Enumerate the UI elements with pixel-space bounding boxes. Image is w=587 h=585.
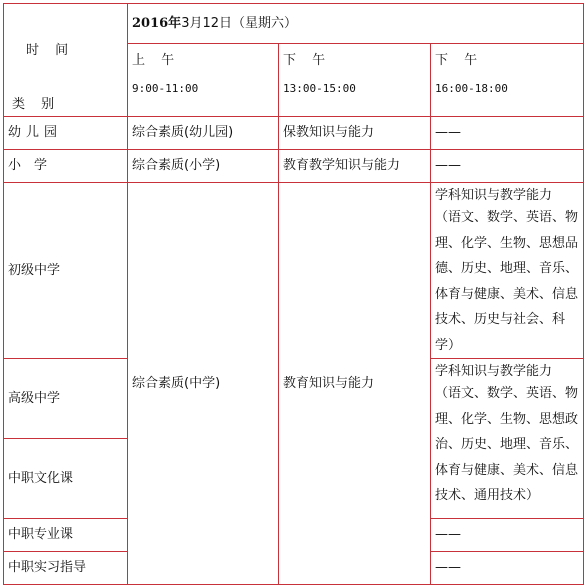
exam-vocational-major-s3: —— [431,519,584,552]
exam-kindergarten-s3: —— [431,117,584,150]
category-vocational-major: 中职专业课 [4,519,128,552]
slot-label: 上 午 [132,53,181,68]
exam-vocational-practice-s3: —— [431,552,584,585]
slot-time: 13:00-15:00 [283,82,356,95]
subject-list: （语文、数学、英语、物理、化学、生物、思想政治、历史、地理、音乐、体育与健康、美术、信息技术、通用技术） [435,386,579,503]
exam-junior-s3 [431,183,584,359]
exam-primary-s1: 综合素质(小学) [128,150,279,183]
exam-primary-s3: —— [431,150,584,183]
exam-date: 2016年3月12日（星期六） [132,15,298,31]
category-senior-middle: 高级中学 [4,359,128,439]
exam-primary-s2: 教育教学知识与能力 [279,150,431,183]
exam-kindergarten-s2: 保教知识与能力 [279,117,431,150]
slot-afternoon2-header [431,44,584,117]
subject-title: 学科知识与教学能力 [435,364,553,379]
exam-date-cell [128,4,584,44]
slot-time: 9:00-11:00 [132,82,199,95]
category-vocational-practice: 中职实习指导 [4,552,128,585]
exam-middle-s2: 教育知识与能力 [279,183,431,585]
category-kindergarten: 幼儿园 [4,117,128,150]
exam-kindergarten-s1: 综合素质(幼儿园) [128,117,279,150]
subject-list: （语文、数学、英语、物理、化学、生物、思想品德、历史、地理、音乐、体育与健康、美术、信息技术、历史与社会、科学） [435,210,579,353]
exam-senior-s3 [431,359,584,519]
slot-morning-header [128,44,279,117]
slot-afternoon1-header [279,44,431,117]
subject-title: 学科知识与教学能力 [435,188,553,203]
category-vocational-culture: 中职文化课 [4,439,128,519]
header-corner-cell [4,4,128,117]
time-header-label: 时 间 [26,43,75,58]
category-primary: 小 学 [4,150,128,183]
slot-label: 下 午 [435,53,484,68]
slot-time: 16:00-18:00 [435,82,508,95]
category-junior-middle: 初级中学 [4,183,128,359]
exam-schedule-table [3,3,584,585]
slot-label: 下 午 [283,53,332,68]
exam-middle-s1: 综合素质(中学) [128,183,279,585]
category-header-label: 类 别 [12,97,61,112]
